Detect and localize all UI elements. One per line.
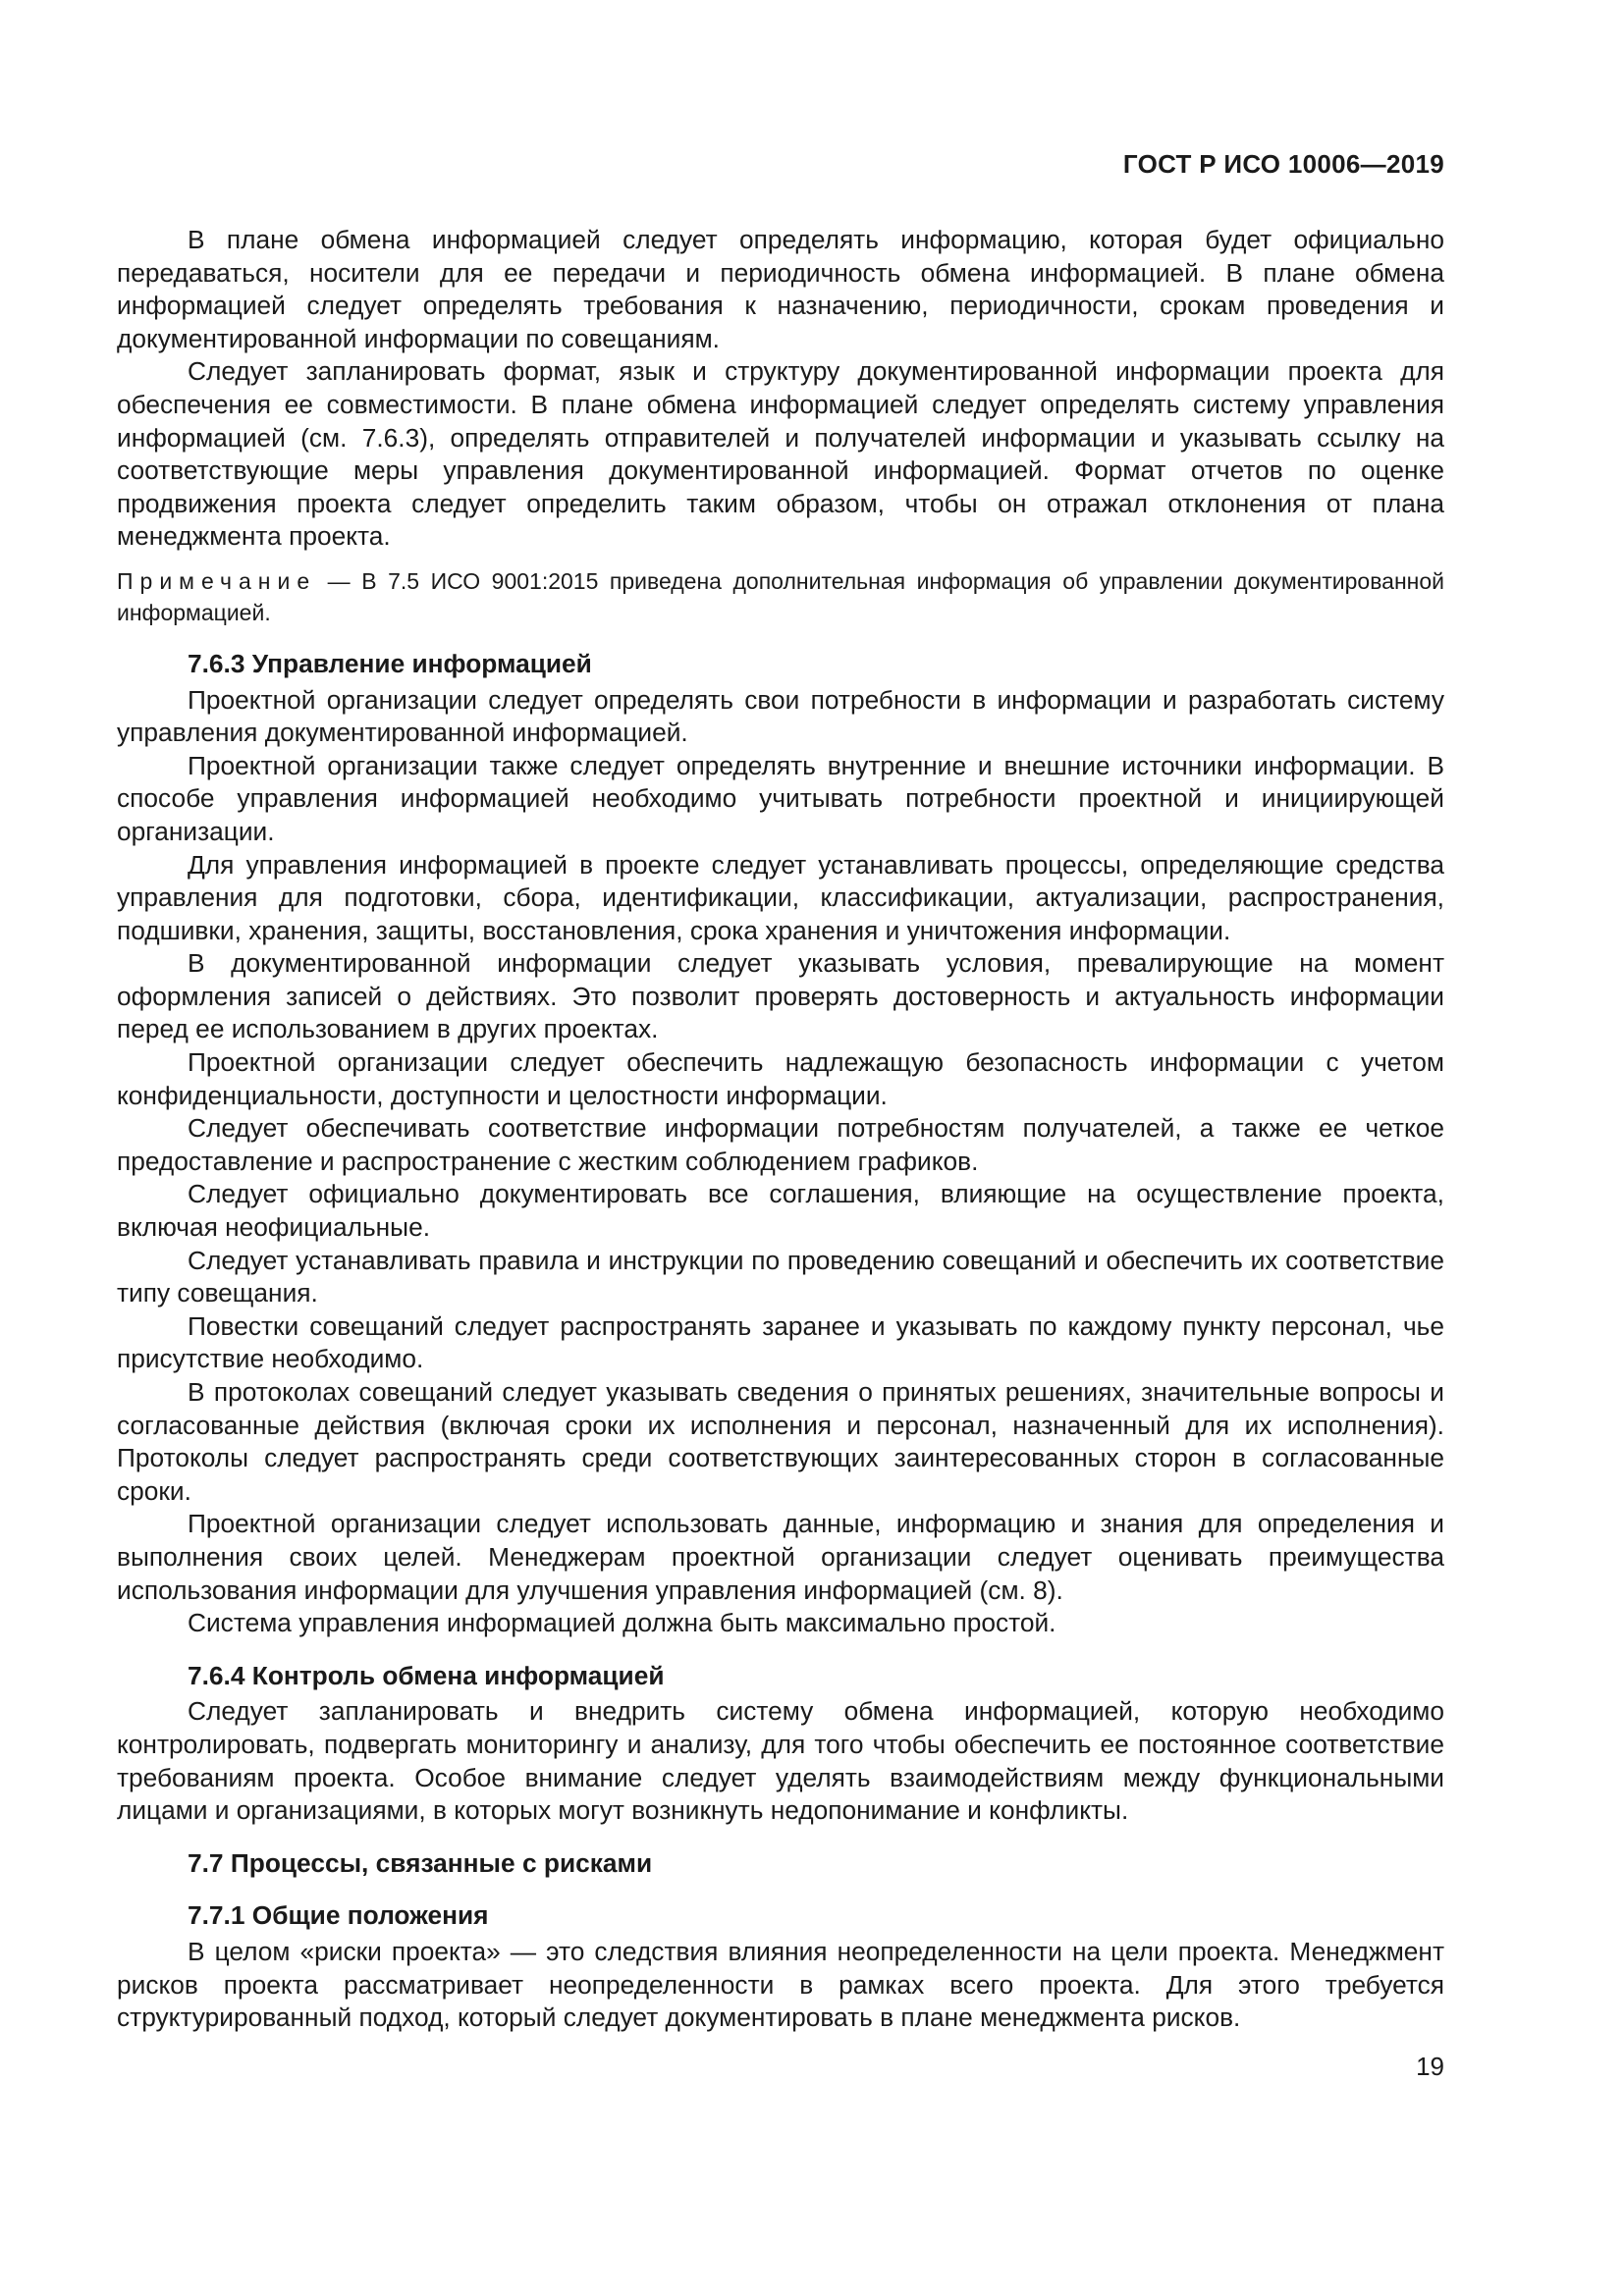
paragraph: Проектной организации следует использовать данные, информацию и знания для определения и выполнения своих целей. Менеджерам проектной организации следует оценивать преимущества использования информации для улучшения управления информацией (см. 8). xyxy=(117,1509,1444,1605)
paragraph: Проектной организации также следует определять внутренние и внешние источники информации. В способе управления информацией необходимо учитывать потребности проектной и инициирующей организации. xyxy=(117,750,1444,846)
paragraph: В целом «риски проекта» — это следствия влияния неопределенности на цели проекта. Менеджмент рисков проекта рассматривает неопределенности в рамках всего проекта. Для этого требуется структурированный подход, который следует документировать в плане менеджмента рисков. xyxy=(117,1936,1444,2033)
note-label: Примечание xyxy=(117,567,317,594)
paragraph: Следует обеспечивать соответствие информации потребностям получателей, а также ее четкое предоставление и распространение с жестким соблюдением графиков. xyxy=(117,1113,1444,1176)
section-heading-7-6-3: 7.6.3 Управление информацией xyxy=(188,648,592,678)
note xyxy=(117,565,1444,628)
paragraph: Проектной организации следует определять свои потребности в информации и разработать систему управления документированной информацией. xyxy=(117,684,1444,748)
paragraph: В документированной информации следует указывать условия, превалирующие на момент оформления записей о действиях. Это позволит проверять достоверность и актуальность информации перед ее использованием в других проектах. xyxy=(117,948,1444,1044)
paragraph: Проектной организации следует обеспечить надлежащую безопасность информации с учетом конфиденциальности, доступности и целостности информации. xyxy=(117,1047,1444,1110)
paragraph: В протоколах совещаний следует указывать сведения о принятых решениях, значительные вопросы и согласованные действия (включая сроки их исполнения и персонал, назначенный для их исполнения). Протоколы следует распространять среди соответствующих заинтересованных сторон в согласованные сроки. xyxy=(117,1377,1444,1506)
paragraph: Следует запланировать формат, язык и структуру документированной информации проекта для обеспечения ее совместимости. В плане обмена информацией следует определять систему управления информацией (см. 7.6.3), определять отправителей и получателей информации и указывать ссылку на соответствующие меры управления документированной информацией. Формат отчетов по оценке продвижения проекта следует определить таким образом, чтобы он отражал отклонения от плана менеджмента проекта. xyxy=(117,356,1444,552)
paragraph: Для управления информацией в проекте следует устанавливать процессы, определяющие средства управления для подготовки, сбора, идентификации, классификации, актуализации, распространения, подшивки, хранения, защиты, восстановления, срока хранения и уничтожения информации. xyxy=(117,849,1444,945)
section-heading-7-7-1: 7.7.1 Общие положения xyxy=(188,1900,489,1931)
paragraph: Следует устанавливать правила и инструкции по проведению совещаний и обеспечить их соответствие типу совещания. xyxy=(117,1245,1444,1308)
paragraph: Повестки совещаний следует распространять заранее и указывать по каждому пункту персонал, чье присутствие необходимо. xyxy=(117,1310,1444,1374)
document-body xyxy=(117,224,1444,2035)
paragraph: Следует официально документировать все соглашения, влияющие на осуществление проекта, включая неофициальные. xyxy=(117,1179,1444,1243)
paragraph: Система управления информацией должна быть максимально простой. xyxy=(188,1608,1056,1638)
document-header: ГОСТ Р ИСО 10006—2019 xyxy=(1122,149,1444,179)
paragraph: Следует запланировать и внедрить систему обмена информацией, которую необходимо контролировать, подвергать мониторингу и анализу, для того чтобы обеспечить ее постоянное соответствие требованиям проекта. Особое внимание следует уделять взаимодействиям между функциональными лицами и организациями, в которых могут возникнуть недопонимание и конфликты. xyxy=(117,1696,1444,1826)
page-number: 19 xyxy=(1416,2052,1444,2081)
paragraph: В плане обмена информацией следует определять информацию, которая будет официально передаваться, носители для ее передачи и периодичность обмена информацией. В плане обмена информацией следует определять требования к назначению, периодичности, срокам проведения и документированной информации по совещаниям. xyxy=(117,225,1444,353)
section-heading-7-6-4: 7.6.4 Контроль обмена информацией xyxy=(188,1660,665,1690)
section-heading-7-7: 7.7 Процессы, связанные с рисками xyxy=(188,1847,653,1878)
note-text: — В 7.5 ИСО 9001:2015 приведена дополнительная информация об управлении документированной информацией. xyxy=(117,567,1444,625)
